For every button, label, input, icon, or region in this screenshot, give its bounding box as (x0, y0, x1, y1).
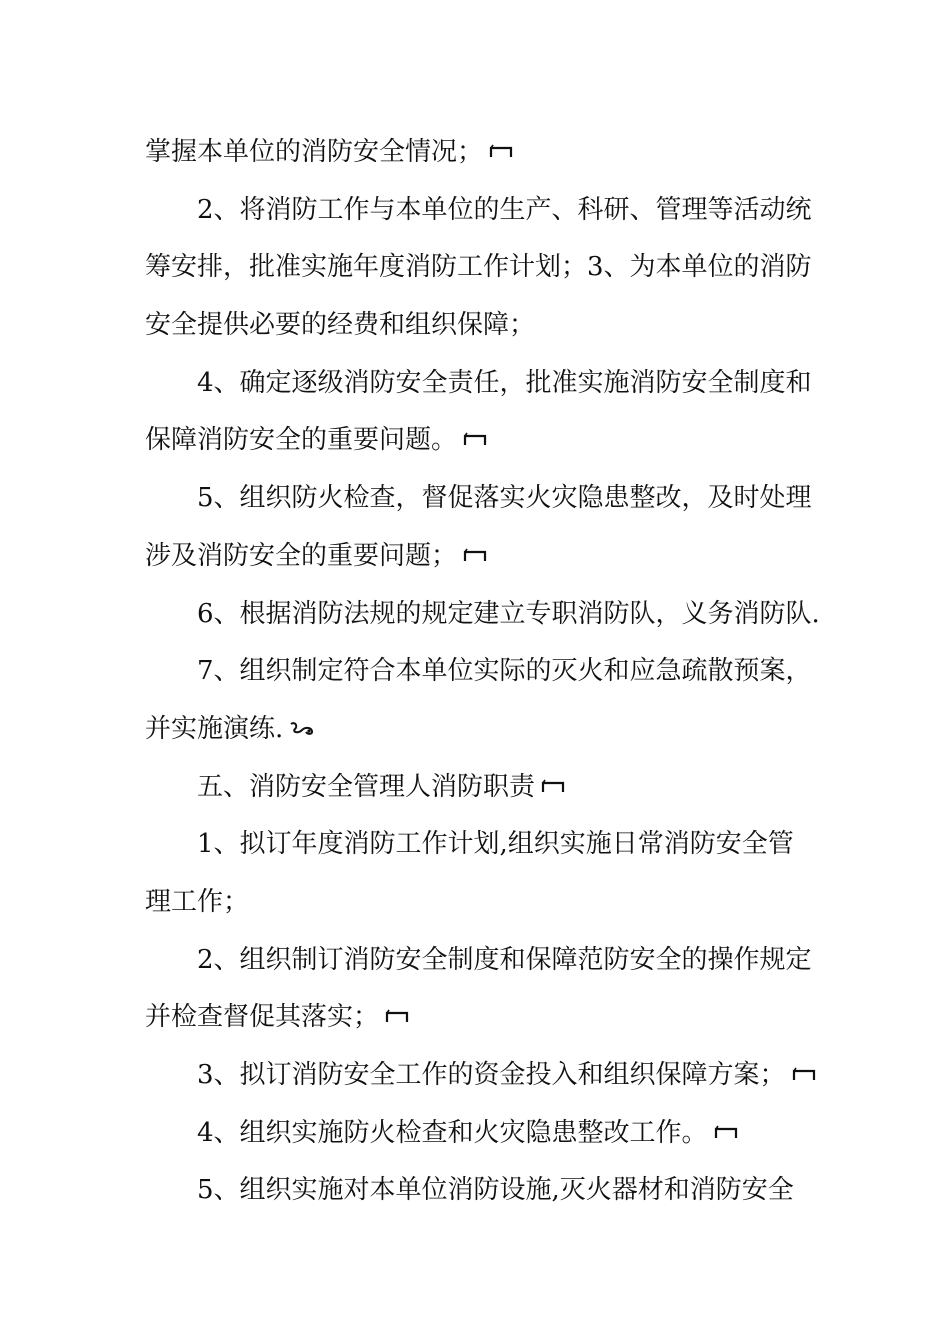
text-line (145, 528, 810, 586)
line-text: 3、拟订消防安全工作的资金投入和组织保障方案； (197, 1060, 786, 1090)
text-line (145, 182, 810, 240)
text-line (145, 932, 810, 990)
line-text: 保障消防安全的重要问题。 (145, 425, 458, 456)
text-line (145, 412, 810, 470)
text-line (145, 989, 810, 1047)
line-text: 掌握本单位的消防安全情况； (145, 137, 484, 167)
line-text: 2、组织制订消防安全制度和保障范防安全的操作规定 (197, 944, 812, 975)
text-line (145, 643, 810, 701)
line-text: 安全提供必要的经费和组织保障； (145, 310, 536, 341)
line-text: 4、组织实施防火检查和火灾隐患整改工作。 (197, 1117, 708, 1148)
text-line (145, 124, 810, 182)
text-line (145, 586, 820, 644)
text-line (145, 470, 810, 528)
line-text: 并检查督促其落实； (145, 1002, 380, 1033)
line-text: 5、组织防火检查，督促落实火灾隐患整改，及时处理 (197, 483, 812, 514)
text-line (145, 759, 810, 817)
text-line (145, 816, 810, 874)
line-text: 筹安排，批准实施年度消防工作计划；3、为本单位的消防 (145, 252, 812, 283)
text-line (145, 297, 810, 355)
paragraph-mark-icon (541, 779, 565, 793)
line-text: 理工作； (145, 886, 250, 917)
text-line (145, 1162, 810, 1220)
text-line (145, 701, 810, 759)
text-line (145, 1047, 810, 1105)
paragraph-mark-icon (463, 548, 487, 562)
text-line (145, 355, 810, 413)
line-text: 五、消防安全管理人消防职责 (197, 771, 536, 802)
text-line (145, 239, 810, 297)
swirl-mark-icon (289, 720, 315, 736)
paragraph-mark-icon (385, 1009, 409, 1023)
line-text: 1、拟订年度消防工作计划,组织实施日常消防安全管 (197, 829, 794, 860)
text-line (145, 1105, 810, 1163)
paragraph-mark-icon (792, 1067, 816, 1081)
line-text: 4、确定逐级消防安全责任，批准实施消防安全制度和 (197, 367, 812, 398)
line-text: 2、将消防工作与本单位的生产、科研、管理等活动统 (197, 194, 812, 225)
paragraph-mark-icon (489, 144, 513, 158)
line-text: 涉及消防安全的重要问题； (145, 540, 458, 571)
paragraph-mark-icon (463, 432, 487, 446)
text-line (145, 874, 810, 932)
paragraph-mark-icon (714, 1125, 738, 1139)
line-text: 并实施演练. (145, 713, 284, 744)
document-body (145, 124, 820, 1220)
line-text: 6、根据消防法规的规定建立专职消防队，义务消防队. (197, 598, 820, 629)
line-text: 7、组织制定符合本单位实际的灭火和应急疏散预案， (197, 656, 812, 687)
line-text: 5、组织实施对本单位消防设施,灭火器材和消防安全 (197, 1175, 794, 1206)
